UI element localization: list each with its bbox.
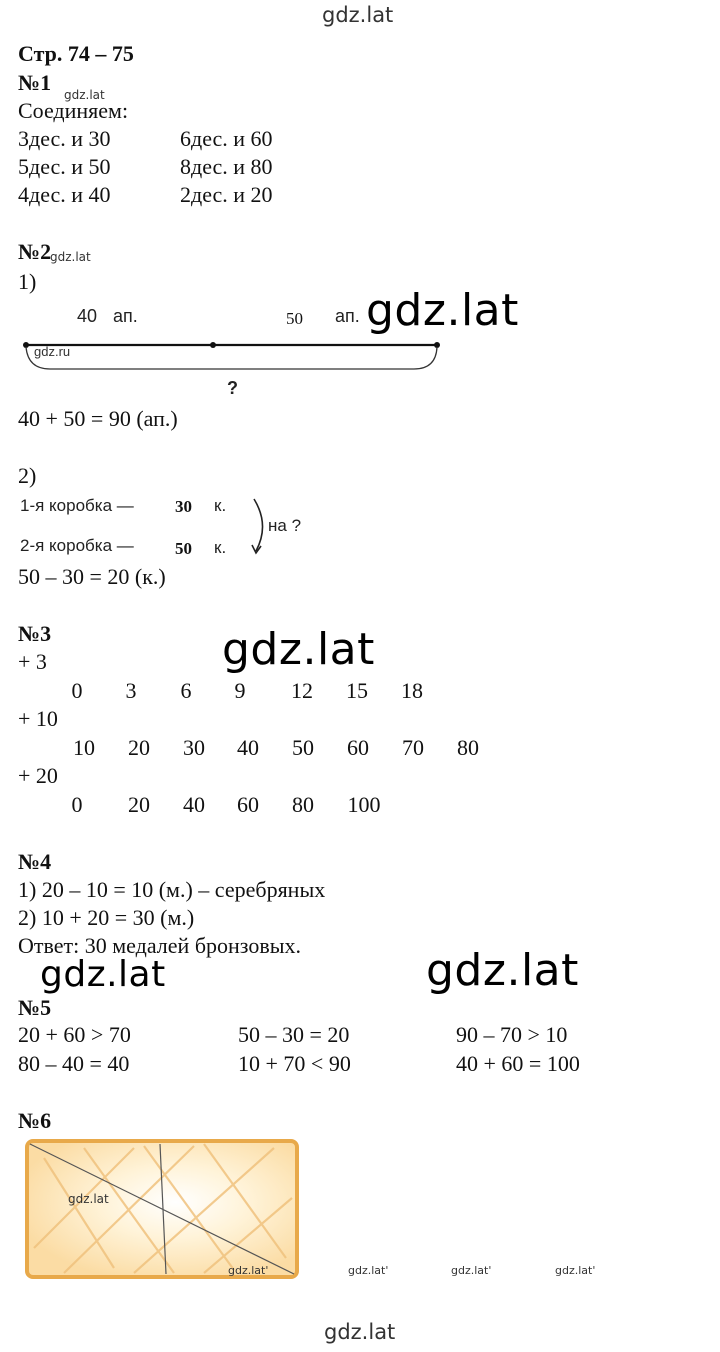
box2-unit: к. xyxy=(214,538,227,557)
task4-answer: Ответ: 30 медалей бронзовых. xyxy=(18,933,302,958)
task3-value: 0 xyxy=(71,792,83,817)
task3-value: 80 xyxy=(292,792,314,817)
segment-diagram xyxy=(20,335,450,380)
task5-expr: 90 – 70 > 10 xyxy=(456,1022,568,1047)
task2-label: №2 xyxy=(18,239,52,264)
task4-line2: 2) 10 + 20 = 30 (м.) xyxy=(18,905,195,930)
task4-label: №4 xyxy=(18,849,52,874)
task3-value: 40 xyxy=(237,735,259,760)
compare-label: на ? xyxy=(268,516,302,535)
box2-text: 2-я коробка — xyxy=(20,536,134,555)
task2-answer1: 40 + 50 = 90 (ап.) xyxy=(18,406,178,431)
task3-value: 0 xyxy=(71,678,83,703)
task3-value: 70 xyxy=(402,735,424,760)
segment-point xyxy=(210,342,216,348)
task3-value: 9 xyxy=(234,678,246,703)
task3-value: 12 xyxy=(291,678,313,703)
task1-intro: Соединяем: xyxy=(18,98,129,123)
task5-expr: 40 + 60 = 100 xyxy=(456,1051,580,1076)
page-title: Стр. 74 – 75 xyxy=(18,41,134,66)
task3-label: №3 xyxy=(18,621,52,646)
watermark-tiny: gdz.lat' xyxy=(451,1264,492,1277)
task3-value: 100 xyxy=(347,792,381,817)
segment1-value: 40 xyxy=(77,306,98,326)
task3-value: 20 xyxy=(128,735,150,760)
watermark-big: gdz.lat xyxy=(426,945,579,996)
watermark-tiny: gdz.lat' xyxy=(555,1264,596,1277)
task1-label: №1 xyxy=(18,70,52,95)
task3-value: 40 xyxy=(183,792,205,817)
watermark-figure: gdz.lat xyxy=(68,1192,109,1206)
task5-expr: 80 – 40 = 40 xyxy=(18,1051,130,1076)
task3-value: 6 xyxy=(180,678,192,703)
task4-line1: 1) 20 – 10 = 10 (м.) – серебряных xyxy=(18,877,326,902)
task3-value: 60 xyxy=(347,735,369,760)
watermark-tiny: gdz.lat' xyxy=(348,1264,389,1277)
task1-pair-left: 5дес. и 50 xyxy=(18,154,111,179)
task5-label: №5 xyxy=(18,995,52,1020)
watermark-big: gdz.lat xyxy=(366,285,519,336)
task3-value: 10 xyxy=(73,735,95,760)
task2-part2: 2) xyxy=(18,463,37,488)
task3-value: 3 xyxy=(125,678,137,703)
watermark-big: gdz.lat xyxy=(222,624,375,675)
watermark-big: gdz.lat xyxy=(40,954,166,995)
segment2-unit: ап. xyxy=(335,306,360,326)
watermark-top: gdz.lat xyxy=(322,3,394,27)
task3-value: 18 xyxy=(401,678,423,703)
box1-value: 30 xyxy=(175,497,192,516)
task5-expr: 20 + 60 > 70 xyxy=(18,1022,131,1047)
task2-part1: 1) xyxy=(18,269,37,294)
segment2-value: 50 xyxy=(286,309,303,328)
task3-value: 50 xyxy=(292,735,314,760)
task3-op: + 3 xyxy=(18,649,47,674)
watermark-bottom: gdz.lat xyxy=(324,1320,396,1344)
task6-rectangle-figure xyxy=(24,1138,300,1280)
task6-label: №6 xyxy=(18,1108,52,1133)
task3-value: 30 xyxy=(183,735,205,760)
watermark-task2: gdz.lat xyxy=(50,250,91,264)
watermark-figure: gdz.lat' xyxy=(228,1264,269,1277)
task3-value: 15 xyxy=(346,678,368,703)
box1-text: 1-я коробка — xyxy=(20,496,134,515)
segment1-unit: ап. xyxy=(113,306,138,326)
brace-bottom xyxy=(26,347,437,369)
task3-value: 20 xyxy=(128,792,150,817)
task2-answer2: 50 – 30 = 20 (к.) xyxy=(18,564,166,589)
task1-pair-right: 2дес. и 20 xyxy=(180,182,273,207)
task1-pair-right: 6дес. и 60 xyxy=(180,126,273,151)
task5-expr: 50 – 30 = 20 xyxy=(238,1022,350,1047)
task3-value: 80 xyxy=(457,735,479,760)
task3-op: + 20 xyxy=(18,763,58,788)
task3-op: + 10 xyxy=(18,706,58,731)
watermark-task1: gdz.lat xyxy=(64,88,105,102)
task1-pair-left: 4дес. и 40 xyxy=(18,182,111,207)
segment-question: ? xyxy=(227,378,238,398)
task5-expr: 10 + 70 < 90 xyxy=(238,1051,351,1076)
task3-value: 60 xyxy=(237,792,259,817)
box1-unit: к. xyxy=(214,496,227,515)
task1-pair-left: 3дес. и 30 xyxy=(18,126,111,151)
task1-pair-right: 8дес. и 80 xyxy=(180,154,273,179)
box2-value: 50 xyxy=(175,539,192,558)
watermark-ru: gdz.ru xyxy=(34,344,71,359)
